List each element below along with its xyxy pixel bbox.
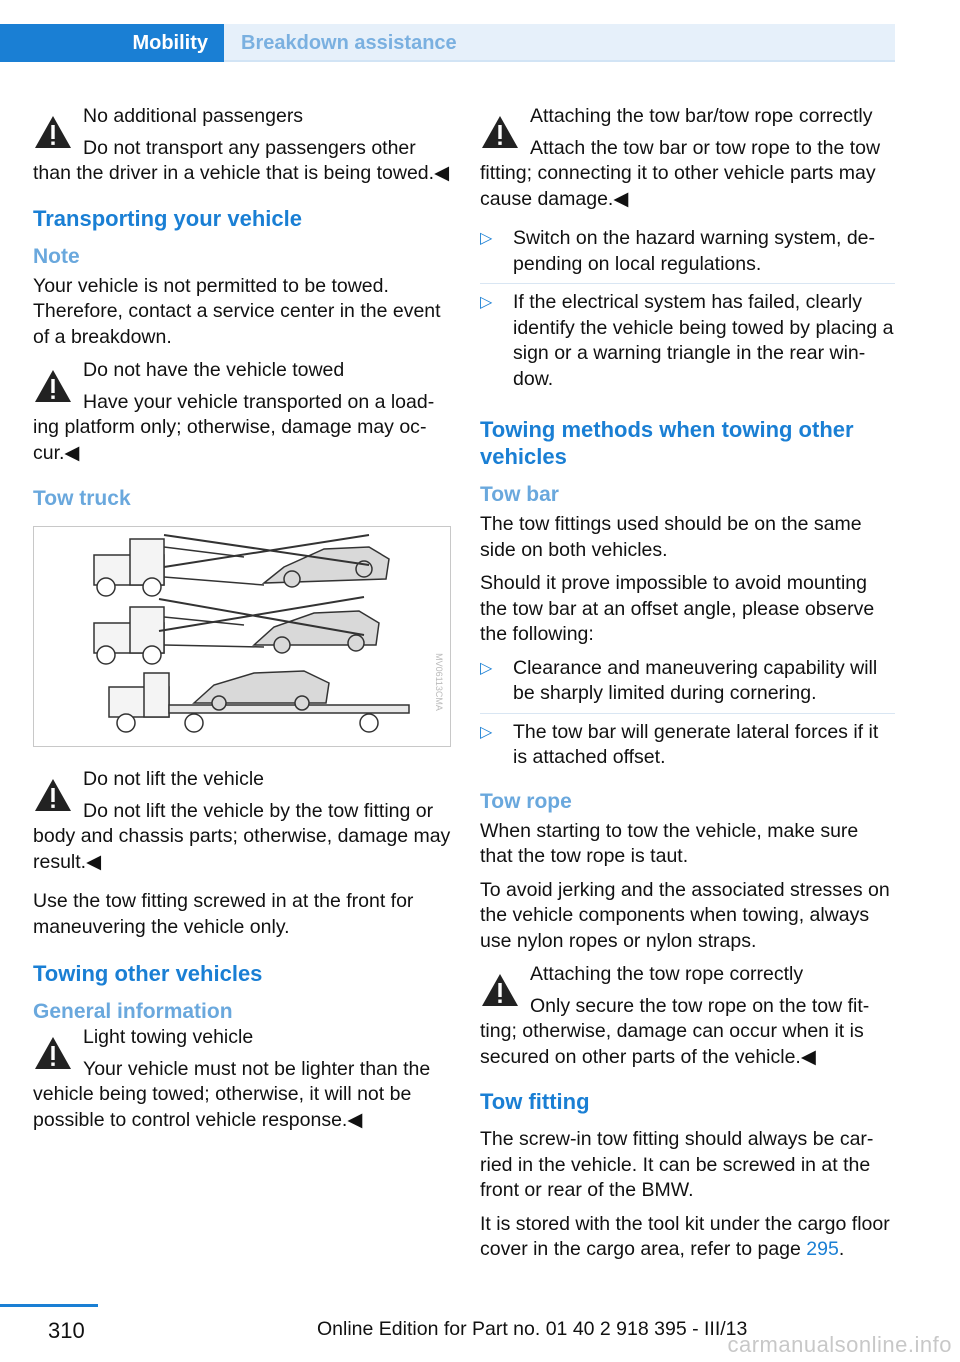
- warning-body: Attach the tow bar or tow rope to the tow fitting; connecting it to other vehicle parts may cause damage.◀: [480, 136, 881, 210]
- warning-attach-tow: [480, 104, 895, 212]
- page-number: 310: [48, 1318, 85, 1343]
- warning-triangle-icon: [33, 777, 73, 813]
- warning-triangle-icon: [33, 1035, 73, 1071]
- note-text: Your vehicle is not permitted to be towed. Therefore, contact a service center in the event of a breakdown.: [33, 274, 441, 348]
- header-divider: [224, 60, 895, 62]
- warning-body: Do not lift the vehicle by the tow fitting or body and chassis parts; otherwise, damage may result.◀: [33, 799, 451, 873]
- left-column: [33, 100, 451, 1141]
- tow-truck-illustration: [33, 526, 451, 747]
- edition-text: Online Edition for Part no. 01 40 2 918 395 - III/13: [317, 1318, 748, 1340]
- warning-no-lift: [33, 767, 451, 875]
- car-2: [254, 611, 379, 653]
- tow-rope-text-2: To avoid jerking and the associated stresses on the vehicle components when towing, always use nylon ropes or nylon straps.: [480, 878, 890, 952]
- list-item: ▷ The tow bar will generate lateral forces if it is attached offset.: [480, 720, 879, 768]
- warning-body: Have your vehicle transported on a loading platform only; otherwise, damage may occur.◀: [33, 390, 435, 464]
- heading-towing-other: Towing other vehicles: [33, 961, 263, 986]
- triangle-bullet-icon: ▷: [480, 723, 493, 741]
- heading-tow-rope: Tow rope: [480, 789, 572, 813]
- tow-fitting-text-1: The screw-in tow fitting should always be carried in the vehicle. It can be screwed in at the front or rear of the BMW.: [480, 1128, 874, 1201]
- heading-tow-bar: Tow bar: [480, 483, 559, 506]
- warning-title: Light towing vehicle: [83, 1026, 254, 1048]
- warning-triangle-icon: [33, 114, 73, 150]
- warning-no-tow: [33, 358, 451, 466]
- warning-triangle-icon: [480, 972, 520, 1008]
- warning-title: Do not have the vehicle towed: [83, 359, 345, 381]
- warning-body: Your vehicle must not be lighter than the vehicle being towed; otherwise, it will not be possible to control vehicle response.◀: [33, 1057, 431, 1131]
- triangle-bullet-icon: ▷: [480, 230, 493, 247]
- warning-no-passengers: [33, 104, 451, 187]
- warning-triangle-icon: [33, 368, 73, 404]
- triangle-bullet-icon: ▷: [480, 659, 493, 677]
- car-3: [194, 671, 329, 710]
- warning-light-vehicle: [33, 1025, 451, 1133]
- warning-attach-rope: [480, 962, 895, 1070]
- warning-body: Only secure the tow rope on the tow fitting; otherwise, damage can occur when it is secured on other parts of the vehicle.◀: [480, 994, 870, 1068]
- hook-truck-1: [94, 539, 264, 596]
- warning-triangle-icon: [480, 114, 520, 150]
- bullet-list-hazard: [480, 226, 895, 398]
- right-column: [480, 100, 895, 1271]
- tow-bar-text-1: The tow fittings used should be on the same side on both vehicles.: [480, 513, 862, 561]
- heading-tow-truck: Tow truck: [33, 487, 131, 510]
- tow-truck-diagram: [34, 527, 450, 746]
- warning-body: Do not transport any passengers other than the driver in a vehicle that is being towed.◀: [33, 136, 450, 184]
- watermark: carmanualsonline.info: [727, 1332, 952, 1357]
- figure-code: MV06113CMA: [434, 653, 445, 711]
- tow-fitting-note: Use the tow fitting screwed in at the front for maneuvering the vehicle only.: [33, 890, 414, 938]
- list-item: ▷ If the electrical system has failed, clearly identify the vehicle being towed by placing a sign or a warning triangle in the rear window.: [480, 291, 894, 390]
- section-tab: Mobility: [0, 24, 224, 62]
- tow-bar-text-2: Should it prove impossible to avoid mounting the tow bar at an offset angle, please observe the following:: [480, 572, 875, 645]
- bullet-list-tow-bar: [480, 656, 895, 777]
- warning-title: Attaching the tow bar/tow rope correctly: [530, 105, 873, 127]
- page-reference-link[interactable]: 295: [806, 1238, 839, 1260]
- heading-general-info: General information: [33, 1000, 233, 1023]
- footer-divider: [0, 1304, 98, 1307]
- heading-note: Note: [33, 244, 80, 268]
- triangle-bullet-icon: ▷: [480, 294, 493, 311]
- tow-rope-text-1: When starting to tow the vehicle, make sure that the tow rope is taut.: [480, 819, 859, 867]
- list-item: ▷ Switch on the hazard warning system, depending on local regulations.: [480, 226, 895, 284]
- hook-truck-2: [94, 607, 264, 664]
- list-item: ▷ Clearance and maneuvering capability will be sharply limited during cornering.: [480, 656, 895, 714]
- warning-title: Attaching the tow rope correctly: [530, 963, 804, 985]
- subsection-tab: Breakdown assistance: [224, 24, 895, 62]
- warning-title: Do not lift the vehicle: [83, 768, 265, 790]
- heading-tow-fitting: Tow fitting: [480, 1089, 590, 1114]
- page-header: [0, 24, 895, 62]
- warning-title: No additional passengers: [83, 105, 304, 127]
- heading-transporting: Transporting your vehicle: [33, 205, 302, 231]
- heading-towing-methods: Towing methods when towing other vehicles: [480, 417, 854, 469]
- tow-fitting-text-2: It is stored with the tool kit under the cargo floor cover in the cargo area, refer to page 295.: [480, 1212, 890, 1260]
